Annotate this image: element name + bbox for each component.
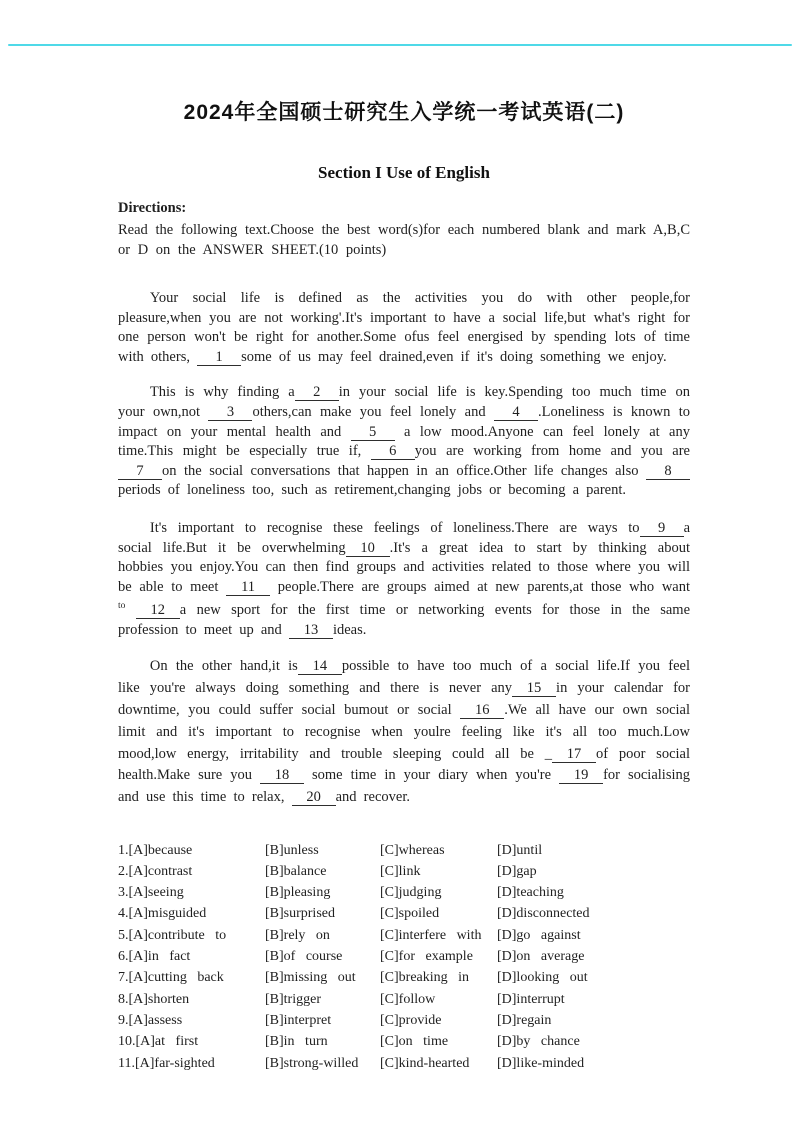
cloze-blank-3: 3 <box>208 405 252 421</box>
option-cell-b: [B]pleasing <box>265 885 331 901</box>
option-cell-b: [B]of course <box>265 949 343 965</box>
option-cell-c: [C]follow <box>380 991 436 1007</box>
cloze-blank-12: 12 <box>136 603 180 619</box>
option-cell-b: [B]unless <box>265 842 319 858</box>
cloze-blank-11: 11 <box>226 580 270 596</box>
option-cell-a: 9.[A]assess <box>118 1012 183 1028</box>
option-cell-a: 5.[A]contribute to <box>118 927 227 943</box>
option-cell-c: [C]whereas <box>380 842 445 858</box>
directions-text: Read the following text.Choose the best word(s)for each numbered blank and mark A,B,C or D on the ANSWER SHEET.(10 points) <box>118 222 690 258</box>
cloze-blank-4: 4 <box>494 405 538 421</box>
option-cell-c: [C]on time <box>380 1034 449 1050</box>
cloze-blank-2: 2 <box>295 385 339 401</box>
cloze-blank-10: 10 <box>346 541 390 557</box>
cloze-blank-16: 16 <box>460 703 504 719</box>
cloze-blank-15: 15 <box>512 681 556 697</box>
cloze-blank-19: 19 <box>559 768 603 784</box>
option-cell-b: [B]balance <box>265 863 327 879</box>
option-cell-a: 11.[A]far-sighted <box>118 1055 215 1071</box>
cloze-blank-5: 5 <box>351 425 395 441</box>
option-cell-d: [D]until <box>497 842 543 858</box>
passage-paragraph-3: It's important to recognise these feelings of loneliness.There are ways to 9 a social life.But it be overwhelming 10 .It's a great idea to start by thinking about hobbies you enjoy.You can then find groups and activities related to those where you will be able to meet 11 people.There are groups aimed at new parents,at those who want $^{to}$ 12 a new sport for the first time or networking events for those in the same profession to meet up and 13 ideas. <box>118 519 691 638</box>
option-cell-a: 3.[A]seeing <box>118 885 184 901</box>
cloze-blank-1: 1 <box>197 350 241 366</box>
document-content <box>118 96 690 1074</box>
option-cell-d: [D]teaching <box>497 885 564 901</box>
cloze-blank-7: 7 <box>118 464 162 480</box>
option-cell-c: [C]for example <box>380 949 473 965</box>
cloze-blank-14: 14 <box>298 659 342 675</box>
option-cell-c: [C]spoiled <box>380 906 440 922</box>
option-cell-d: [D]by chance <box>497 1034 580 1050</box>
section-heading: Section I Use of English <box>318 163 490 182</box>
option-cell-a: 7.[A]cutting back <box>118 970 224 986</box>
option-cell-b: [B]interpret <box>265 1012 332 1028</box>
option-cell-d: [D]interrupt <box>497 991 565 1007</box>
passage-paragraph-1: Your social life is defined as the activities you do with other people,for pleasure,when you are not working'.It's important to have a social life,but what's right for one person won't be right for another.Some ofus feel energised by spending lots of time with others, 1 some of us may feel drained,even if it's doing something we enjoy. <box>118 290 690 365</box>
option-cell-b: [B]strong-willed <box>265 1055 359 1071</box>
option-cell-b: [B]rely on <box>265 927 330 943</box>
cloze-blank-17: 17 <box>552 747 596 763</box>
cloze-blank-8: 8 <box>646 464 690 480</box>
top-divider <box>8 44 792 46</box>
option-cell-d: [D]regain <box>497 1012 552 1028</box>
options-list <box>118 840 690 1074</box>
passage-paragraph-4: On the other hand,it is 14 possible to have too much of a social life.If you feel like you're always doing something and there is never any 15 in your calendar for downtime, you could suffer social bumout or social 16 .We all have our own social limit and it's important to recognise when youlre feeling like it's all too much.Low mood,low energy, irritability and trouble sleeping could all be _ 17 of poor social health.Make sure you 18 some time in your diary when you're 19 for socialising and use this time to relax, 20 and recover. <box>118 658 691 806</box>
option-cell-c: [C]breaking in <box>380 970 470 986</box>
option-cell-c: [C]judging <box>380 885 442 901</box>
option-cell-a: 4.[A]misguided <box>118 906 207 922</box>
option-cell-d: [D]gap <box>497 863 537 879</box>
option-cell-a: 8.[A]shorten <box>118 991 190 1007</box>
exam-title: 2024年全国硕士研究生入学统一考试英语(二) <box>183 101 625 124</box>
option-cell-b: [B]in turn <box>265 1034 328 1050</box>
option-cell-c: [C]provide <box>380 1012 442 1028</box>
option-cell-d: [D]looking out <box>497 970 588 986</box>
option-cell-c: [C]link <box>380 863 421 879</box>
option-cell-d: [D]disconnected <box>497 906 590 922</box>
option-cell-d: [D]like-minded <box>497 1055 585 1071</box>
option-cell-a: 2.[A]contrast <box>118 863 193 879</box>
cloze-blank-18: 18 <box>260 768 304 784</box>
option-cell-b: [B]missing out <box>265 970 356 986</box>
option-cell-a: 10.[A]at first <box>118 1034 199 1050</box>
option-cell-a: 1.[A]because <box>118 842 193 858</box>
superscript-word: to <box>118 601 126 612</box>
option-cell-b: [B]trigger <box>265 991 321 1007</box>
option-cell-d: [D]on average <box>497 949 585 965</box>
option-cell-a: 6.[A]in fact <box>118 949 191 965</box>
cloze-blank-20: 20 <box>292 790 336 806</box>
cloze-blank-6: 6 <box>371 444 415 460</box>
option-cell-c: [C]interfere with <box>380 927 482 943</box>
cloze-blank-9: 9 <box>640 521 684 537</box>
option-cell-d: [D]go against <box>497 927 581 943</box>
option-cell-b: [B]surprised <box>265 906 335 922</box>
passage-paragraph-2: This is why finding a 2 in your social life is key.Spending too much time on your own,not 3 others,can make you feel lonely and 4 .Loneliness is known to impact on your mental health and 5 a low mood.Anyone can feel lonely at any time.This might be especially true if, 6 you are working from home and you are 7 on the social conversations that happen in an office.Other life changes also 8 periods of loneliness too, such as retirement,changing jobs or becoming a parent. <box>118 384 690 499</box>
option-cell-c: [C]kind-hearted <box>380 1055 470 1071</box>
directions-label: Directions: <box>118 200 187 216</box>
cloze-blank-13: 13 <box>289 623 333 639</box>
